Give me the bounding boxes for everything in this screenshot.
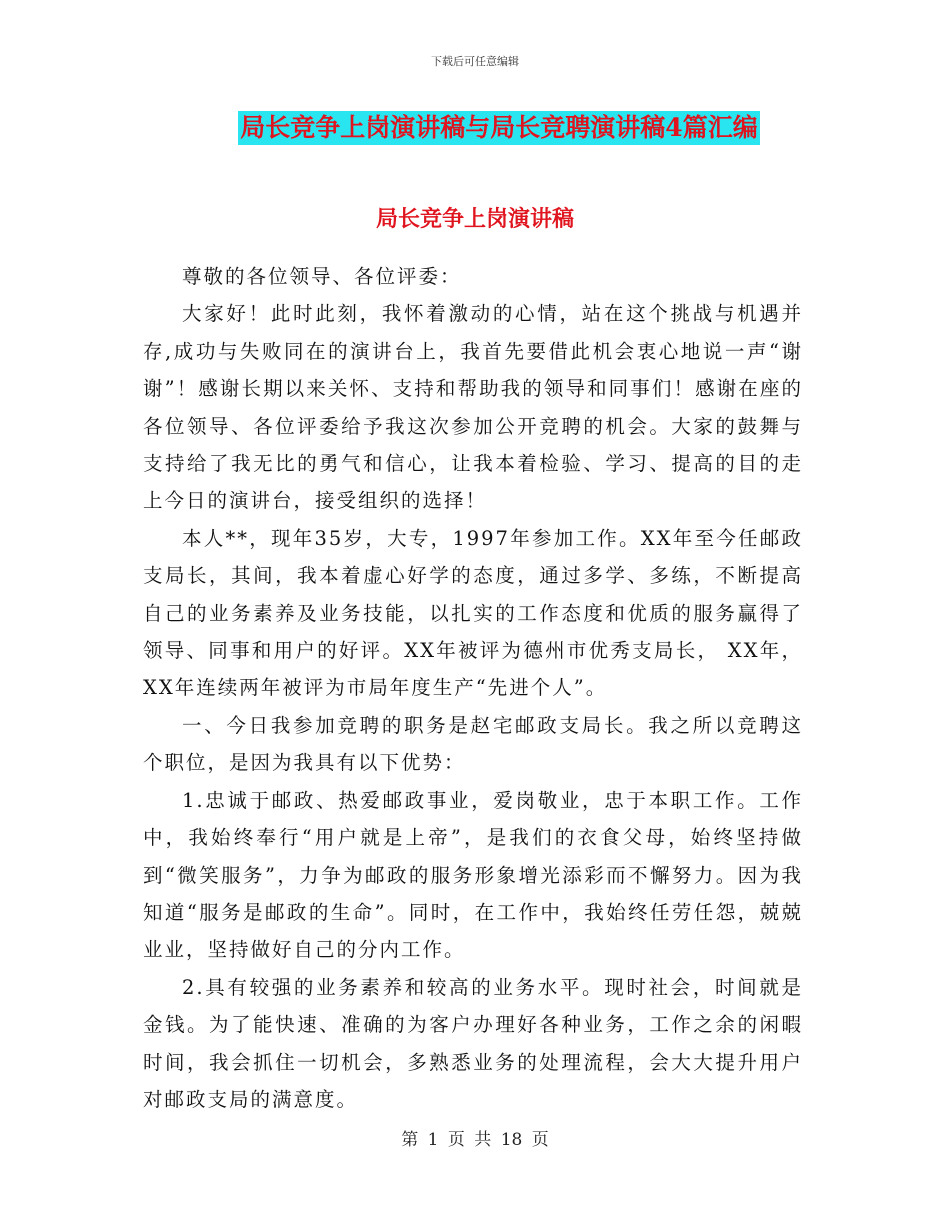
document-title: 局长竞争上岗演讲稿与局长竞聘演讲稿4篇汇编 (238, 111, 759, 145)
header-note: 下载后可任意编辑 (431, 55, 519, 68)
page-number: 第 1 页 共 18 页 (401, 1130, 549, 1150)
advantage-1-paragraph: 1.忠诚于邮政、热爱邮政事业，爱岗敬业，忠于本职工作。工作中，我始终奉行“用户就是上帝”，是我们的衣食父母，始终坚持做到“微笑服务”，力争为邮政的服务形象增光添彩而不懈努力。因为我知道“服务是邮政的生命”。同时，在工作中，我始终任劳任怨，兢兢业业，坚持做好自己的分内工作。 (143, 788, 803, 962)
position-paragraph: 一、今日我参加竞聘的职务是赵宅邮政支局长。我之所以竞聘这个职位，是因为我具有以下优势： (143, 713, 803, 775)
advantage-2-paragraph: 2.具有较强的业务素养和较高的业务水平。现时社会，时间就是金钱。为了能快速、准确的为客户办理好各种业务，工作之余的闲暇时间，我会抓住一切机会，多熟悉业务的处理流程，会大大提升用户对邮政支局的满意度。 (143, 975, 803, 1111)
document-body (143, 222, 803, 1118)
section-title: 局长竞争上岗演讲稿 (375, 206, 574, 232)
salutation-paragraph: 尊敬的各位领导、各位评委： (182, 265, 462, 288)
self-introduction-paragraph: 本人**，现年35岁，大专，1997年参加工作。XX年至今任邮政支局长，其间，我本着虚心好学的态度，通过多学、多练，不断提高自己的业务素养及业务技能，以扎实的工作态度和优质的服务赢得了领导、同事和用户的好评。XX年被评为德州市优秀支局长， XX年，XX年连续两年被评为市局年度生产“先进个人”。 (143, 526, 803, 700)
document-title-container (0, 111, 950, 145)
greeting-paragraph: 大家好！此时此刻，我怀着激动的心情，站在这个挑战与机遇并存,成功与失败同在的演讲台上，我首先要借此机会衷心地说一声“谢谢”！感谢长期以来关怀、支持和帮助我的领导和同事们！感谢在座的各位领导、各位评委给予我这次参加公开竞聘的机会。大家的鼓舞与支持给了我无比的勇气和信心，让我本着检验、学习、提高的目的走上今日的演讲台，接受组织的选择！ (143, 302, 803, 513)
